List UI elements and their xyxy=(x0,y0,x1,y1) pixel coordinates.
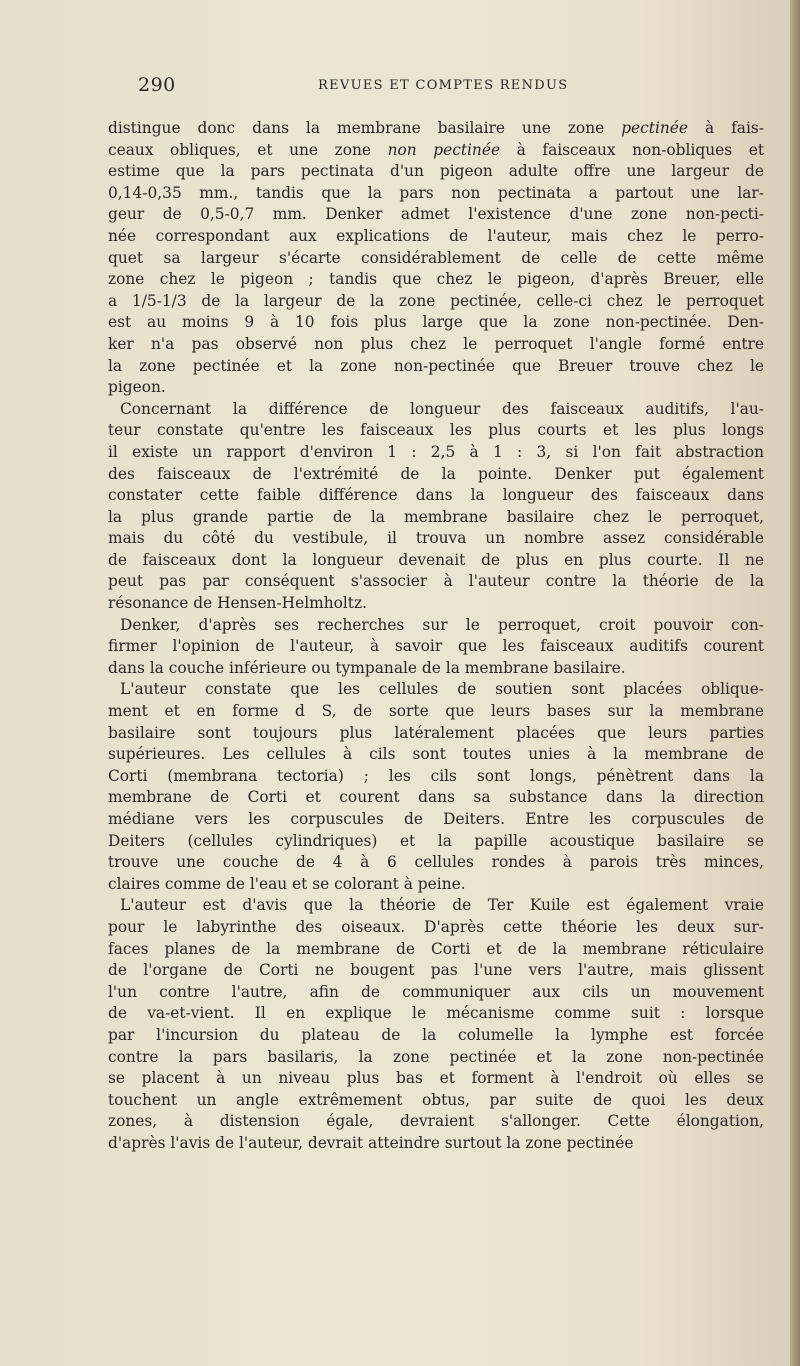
text-line: résonance de Hensen-Helmholtz. xyxy=(108,594,367,613)
text-line: l'un contre l'autre, afin de communiquer aux cils un mouvement xyxy=(108,982,764,1001)
text-line: il existe un rapport d'environ 1 : 2,5 à 1 : 3, si l'on fait abstraction xyxy=(108,442,764,461)
text-line: L'auteur constate que les cellules de soutien sont placées oblique- xyxy=(120,680,764,699)
text-line: de faisceaux dont la longueur devenait de plus en plus courte. Il ne xyxy=(108,550,764,569)
running-title: REVUES ET COMPTES RENDUS xyxy=(318,78,569,93)
body-text xyxy=(108,118,764,1155)
text-line: constater cette faible différence dans la longueur des faisceaux dans xyxy=(108,486,764,505)
text-line: peut pas par conséquent s'associer à l'auteur contre la théorie de la xyxy=(108,572,764,591)
text-line: née correspondant aux explications de l'auteur, mais chez le perro- xyxy=(108,226,764,245)
text-line: mais du côté du vestibule, il trouva un nombre assez considérable xyxy=(108,529,764,548)
text-line: membrane de Corti et courent dans sa substance dans la direction xyxy=(108,788,764,807)
text-line: distingue donc dans la membrane basilaire une zone pectinée à fais- xyxy=(108,119,765,137)
text-line: la zone pectinée et la zone non-pectinée que Breuer trouve chez le xyxy=(108,356,764,375)
text-line: zone chez le pigeon ; tandis que chez le pigeon, d'après Breuer, elle xyxy=(108,270,764,289)
text-line: Denker, d'après ses recherches sur le perroquet, croit pouvoir con- xyxy=(120,615,764,634)
text-line: la plus grande partie de la membrane basilaire chez le perroquet, xyxy=(108,507,764,526)
text-line: 0,14-0,35 mm., tandis que la pars non pectinata a partout une lar- xyxy=(108,183,764,202)
text-line: de l'organe de Corti ne bougent pas l'une vers l'autre, mais glissent xyxy=(108,961,764,980)
text-line: pigeon. xyxy=(108,378,166,397)
text-line: ment et en forme d S, de sorte que leurs bases sur la membrane xyxy=(108,702,764,721)
running-head xyxy=(138,74,778,98)
text-line: claires comme de l'eau et se colorant à peine. xyxy=(108,874,466,893)
text-line: teur constate qu'entre les faisceaux les plus courts et les plus longs xyxy=(108,421,764,440)
text-line: Corti (membrana tectoria) ; les cils sont longs, pénètrent dans la xyxy=(108,766,764,785)
text-line: basilaire sont toujours plus latéralement placées que leurs parties xyxy=(108,723,764,742)
text-line: contre la pars basilaris, la zone pectinée et la zone non-pectinée xyxy=(108,1047,764,1066)
text-line: estime que la pars pectinata d'un pigeon adulte offre une largeur de xyxy=(108,162,764,181)
text-line: est au moins 9 à 10 fois plus large que la zone non-pectinée. Den- xyxy=(108,313,764,332)
page-edge xyxy=(790,0,800,1366)
text-line: geur de 0,5-0,7 mm. Denker admet l'existence d'une zone non-pecti- xyxy=(108,205,764,224)
text-line: trouve une couche de 4 à 6 cellules rondes à parois très minces, xyxy=(108,853,764,872)
text-line: L'auteur est d'avis que la théorie de Ter Kuile est également vraie xyxy=(120,896,764,915)
text-line: touchent un angle extrêmement obtus, par suite de quoi les deux xyxy=(108,1090,764,1109)
text-line: firmer l'opinion de l'auteur, à savoir que les faisceaux auditifs courent xyxy=(108,637,764,656)
text-line: a 1/5-1/3 de la largeur de la zone pectinée, celle-ci chez le perroquet xyxy=(108,291,764,310)
text-line: par l'incursion du plateau de la columelle la lymphe est forcée xyxy=(108,1025,764,1044)
text-line: ker n'a pas observé non plus chez le perroquet l'angle formé entre xyxy=(108,334,764,353)
text-line: pour le labyrinthe des oiseaux. D'après cette théorie les deux sur- xyxy=(108,917,764,936)
text-line: Concernant la différence de longueur des faisceaux auditifs, l'au- xyxy=(120,399,764,418)
text-line: d'après l'avis de l'auteur, devrait atteindre surtout la zone pectinée xyxy=(108,1133,634,1152)
paragraph xyxy=(108,615,764,680)
page-number: 290 xyxy=(138,74,176,96)
text-line: se placent à un niveau plus bas et forment à l'endroit où elles se xyxy=(108,1069,764,1088)
text-line: quet sa largeur s'écarte considérablement de celle de cette même xyxy=(108,248,764,267)
text-line: Deiters (cellules cylindriques) et la papille acoustique basilaire se xyxy=(108,831,764,850)
text-line: ceaux obliques, et une zone non pectinée à faisceaux non-obliques et xyxy=(108,140,765,159)
paragraph xyxy=(108,895,764,1154)
text-line: dans la couche inférieure ou tympanale de la membrane basilaire. xyxy=(108,658,626,677)
paragraph xyxy=(108,399,764,615)
text-line: médiane vers les corpuscules de Deiters. Entre les corpuscules de xyxy=(108,810,764,828)
text-line: des faisceaux de l'extrémité de la pointe. Denker put également xyxy=(108,464,764,483)
text-line: supérieures. Les cellules à cils sont toutes unies à la membrane de xyxy=(108,745,764,764)
text-line: zones, à distension égale, devraient s'allonger. Cette élongation, xyxy=(108,1112,764,1131)
paragraph xyxy=(108,679,764,895)
paragraph xyxy=(108,118,764,399)
text-line: de va-et-vient. Il en explique le mécanisme comme suit : lorsque xyxy=(108,1004,764,1023)
text-line: faces planes de la membrane de Corti et de la membrane réticulaire xyxy=(108,939,764,958)
